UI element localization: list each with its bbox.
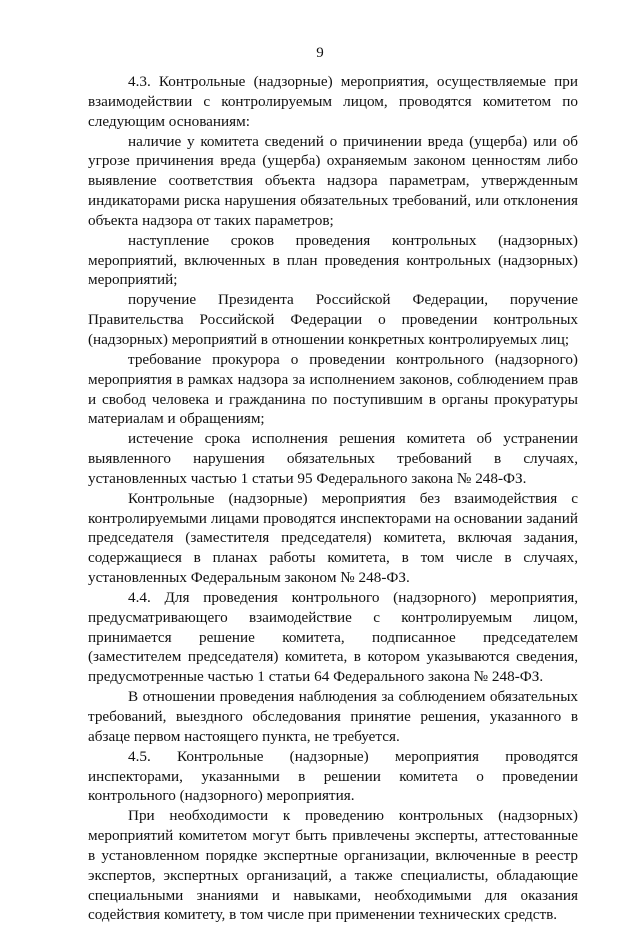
paragraph: 4.5. Контрольные (надзорные) мероприятия проводятся инспекторами, указанными в решении комитета о проведении контрольного (надзорного) мероприятия. <box>88 747 578 805</box>
page-number: 9 <box>316 45 324 61</box>
paragraph: наличие у комитета сведений о причинении вреда (ущерба) или об угрозе причинения вреда (ущерба) охраняемым законом ценностям либо выявление соответствия объекта надзора параметрам, утвержденным индикаторами риска нарушения обязательных требований, или отклонения объекта надзора от таких параметров; <box>88 132 578 229</box>
paragraph: В отношении проведения наблюдения за соблюдением обязательных требований, выездного обследования принятие решения, указанного в абзаце первом настоящего пункта, не требуется. <box>88 688 578 745</box>
paragraph: Контрольные (надзорные) мероприятия без взаимодействия с контролируемыми лицами проводятся инспекторами на основании заданий председателя (заместителя председателя) комитета, включая задания, содержащиеся в планах работы комитета, в том числе в случаях, установленных Федеральным законом № 248-ФЗ. <box>88 489 578 587</box>
document-body <box>88 72 578 925</box>
paragraph: истечение срока исполнения решения комитета об устранении выявленного нарушения обязательных требований в случаях, установленных частью 1 статьи 95 Федерального закона № 248-ФЗ. <box>88 430 578 487</box>
paragraph: наступление сроков проведения контрольных (надзорных) мероприятий, включенных в план проведения контрольных (надзорных) мероприятий; <box>88 231 578 289</box>
paragraph: При необходимости к проведению контрольных (надзорных) мероприятий комитетом могут быть привлечены эксперты, аттестованные в установленном порядке экспертные организации, включенные в реестр экспертов, экспертных организаций, а также специалисты, обладающие специальными знаниями и навыками, необходимыми для оказания содействия комитету, в том числе при применении технических средств. <box>88 807 578 924</box>
paragraph: 4.4. Для проведения контрольного (надзорного) мероприятия, предусматривающего взаимодействие с контролируемым лицом, принимается решение комитета, подписанное председателем (заместителем председателя) комитета, в котором указываются сведения, предусмотренные частью 1 статьи 64 Федерального закона № 248-ФЗ. <box>88 588 578 686</box>
paragraph: поручение Президента Российской Федерации, поручение Правительства Российской Федерации о проведении контрольных (надзорных) мероприятий в отношении конкретных контролируемых лиц; <box>88 291 578 348</box>
paragraph: 4.3. Контрольные (надзорные) мероприятия, осуществляемые при взаимодействии с контролируемым лицом, проводятся комитетом по следующим основаниям: <box>88 73 578 130</box>
paragraph: требование прокурора о проведении контрольного (надзорного) мероприятия в рамках надзора за исполнением законов, соблюдением прав и свобод человека и гражданина по поступившим в органы прокуратуры материалам и обращениям; <box>88 350 578 428</box>
